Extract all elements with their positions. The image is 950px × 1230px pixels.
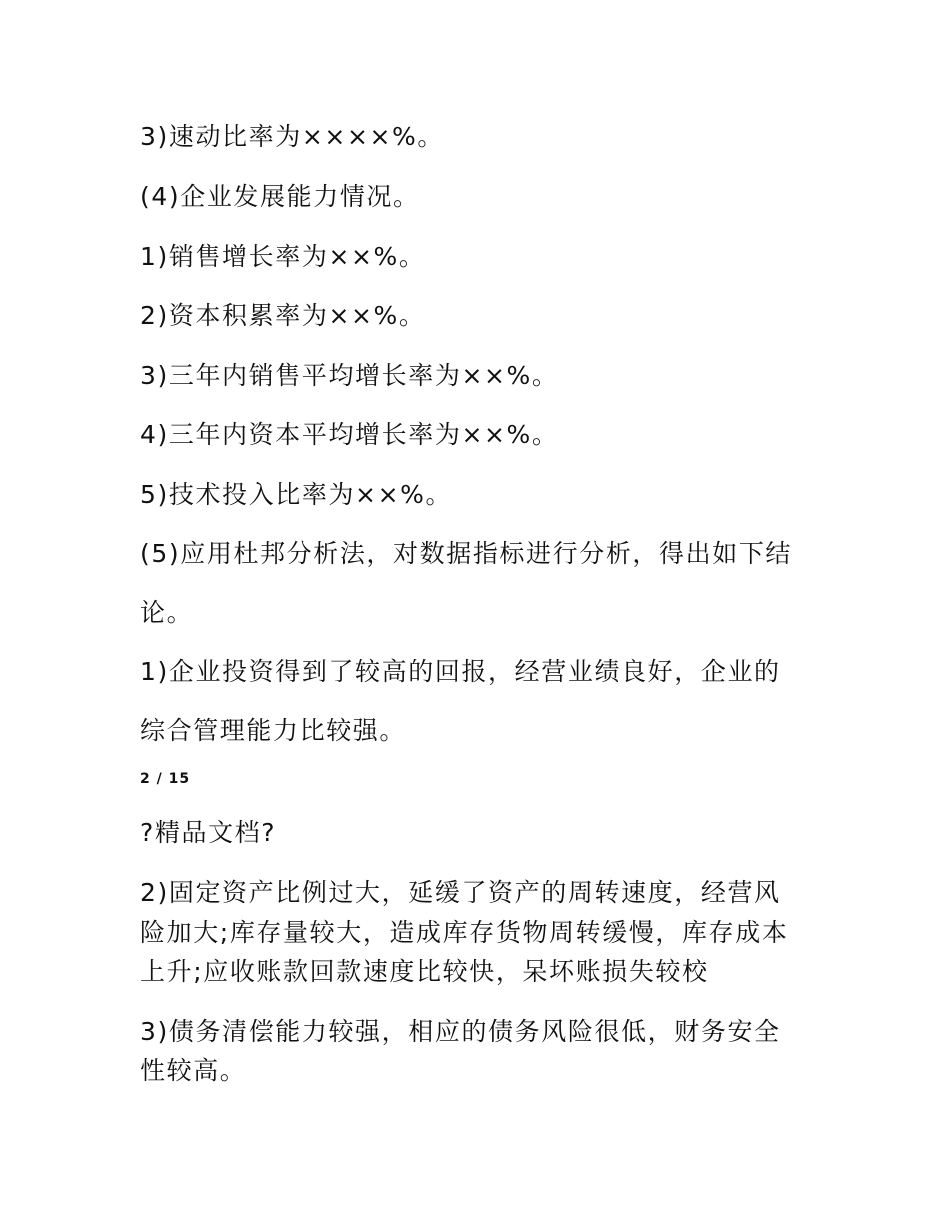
text-line: 2)固定资产比例过大，延缓了资产的周转速度，经营风 <box>140 878 781 907</box>
text-line: 3)三年内销售平均增长率为××%。 <box>140 361 559 390</box>
text-line: (4)企业发展能力情况。 <box>140 182 420 211</box>
text-line: 综合管理能力比较强。 <box>140 716 407 745</box>
text-line: 1)企业投资得到了较高的回报，经营业绩良好，企业的 <box>140 657 781 686</box>
text-line: 性较高。 <box>140 1056 247 1085</box>
text-line: 4)三年内资本平均增长率为××%。 <box>140 420 559 449</box>
text-line: 5)技术投入比率为××%。 <box>140 480 453 509</box>
page-header: ?精品文档? <box>140 818 277 847</box>
text-line: (5)应用杜邦分析法，对数据指标进行分析，得出如下结 <box>140 539 793 568</box>
text-line: 3)债务清偿能力较强，相应的债务风险很低，财务安全 <box>140 1017 781 1046</box>
text-line: 论。 <box>140 598 194 627</box>
text-line: 险加大;库存量较大，造成库存货物周转缓慢，库存成本 <box>140 918 789 947</box>
text-line: 上升;应收账款回款速度比较快，呆坏账损失较校 <box>140 957 709 986</box>
text-line: 1)销售增长率为××%。 <box>140 242 426 271</box>
text-line: 2)资本积累率为××%。 <box>140 301 426 330</box>
page-number: 2 / 15 <box>140 771 191 787</box>
text-line: 3)速动比率为××××%。 <box>140 122 445 151</box>
